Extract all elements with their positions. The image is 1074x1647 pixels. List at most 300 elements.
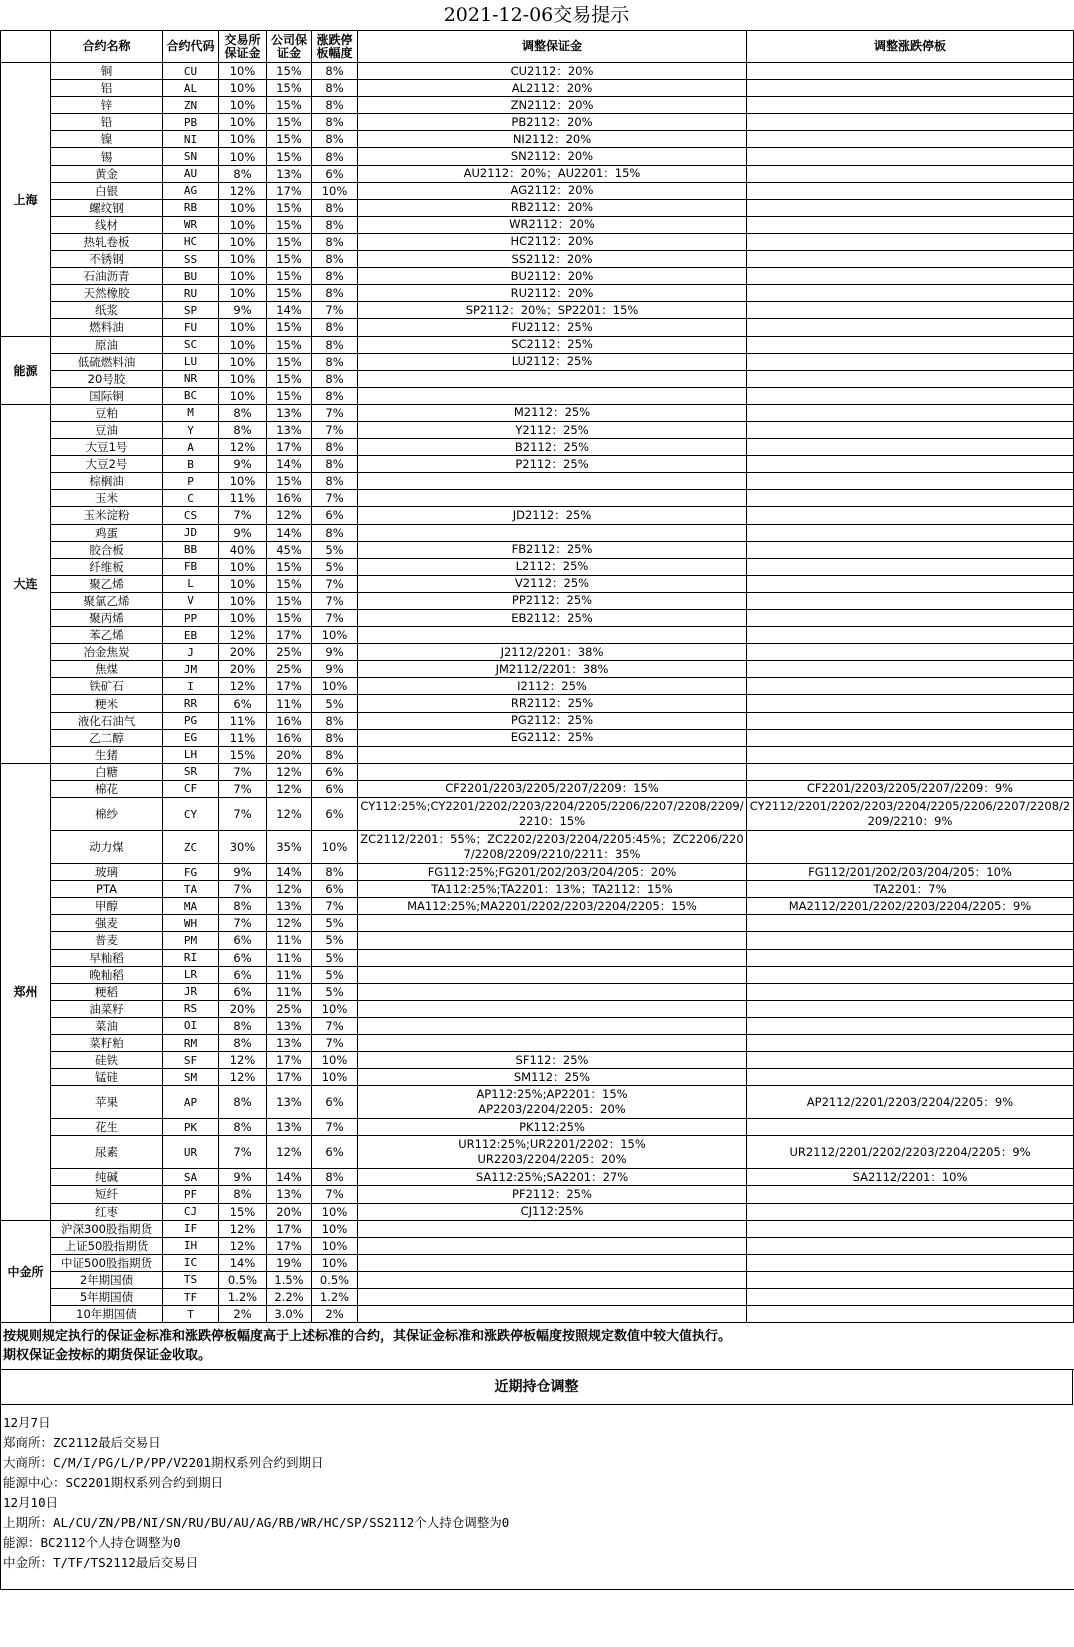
exchange-margin-cell: 10%: [219, 387, 267, 404]
price-limit-cell: 7%: [312, 1186, 358, 1203]
company-margin-cell: 13%: [267, 1086, 312, 1119]
adjusted-margin-cell: [358, 1000, 747, 1017]
adjusted-margin-cell: SS2112：20%: [358, 251, 747, 268]
adjusted-limit-cell: [747, 473, 1074, 490]
price-limit-cell: 7%: [312, 490, 358, 507]
company-margin-cell: 17%: [267, 1220, 312, 1237]
contract-code-cell: PB: [163, 114, 219, 131]
table-row: [1, 490, 1074, 507]
adjusted-limit-cell: [747, 746, 1074, 763]
price-limit-cell: 6%: [312, 165, 358, 182]
contract-code-cell: CS: [163, 507, 219, 524]
contract-code-cell: T: [163, 1306, 219, 1323]
contract-code-cell: MA: [163, 898, 219, 915]
price-limit-cell: 7%: [312, 1034, 358, 1051]
adjusted-limit-cell: [747, 421, 1074, 438]
contract-code-cell: TS: [163, 1271, 219, 1288]
price-limit-cell: 8%: [312, 131, 358, 148]
adjusted-margin-cell: SC2112：25%: [358, 336, 747, 353]
contract-code-cell: RS: [163, 1000, 219, 1017]
price-limit-cell: 6%: [312, 798, 358, 831]
adjusted-limit-cell: [747, 524, 1074, 541]
contract-code-cell: PM: [163, 932, 219, 949]
company-margin-cell: 35%: [267, 831, 312, 864]
exchange-margin-cell: 10%: [219, 558, 267, 575]
table-row: [1, 898, 1074, 915]
table-header-row: [1, 31, 1074, 63]
company-margin-cell: 13%: [267, 1034, 312, 1051]
table-row: [1, 473, 1074, 490]
table-row: [1, 575, 1074, 592]
adjusted-margin-cell: WR2112：20%: [358, 216, 747, 233]
contract-name-cell: 菜籽粕: [51, 1034, 163, 1051]
header-comp-margin: 公司保证金: [267, 31, 312, 63]
adjusted-limit-cell: [747, 915, 1074, 932]
table-row: [1, 1086, 1074, 1119]
exchange-cell: 中金所: [1, 1220, 51, 1323]
company-margin-cell: 17%: [267, 439, 312, 456]
adjusted-limit-cell: [747, 695, 1074, 712]
price-limit-cell: 10%: [312, 678, 358, 695]
adjusted-limit-cell: [747, 148, 1074, 165]
price-limit-cell: 8%: [312, 864, 358, 881]
price-limit-cell: 5%: [312, 558, 358, 575]
contract-code-cell: ZC: [163, 831, 219, 864]
table-row: [1, 336, 1074, 353]
exchange-margin-cell: 10%: [219, 319, 267, 336]
company-margin-cell: 15%: [267, 216, 312, 233]
table-row: [1, 387, 1074, 404]
contract-name-cell: 胶合板: [51, 541, 163, 558]
contract-code-cell: RI: [163, 949, 219, 966]
adjusted-limit-cell: CF2201/2203/2205/2207/2209：9%: [747, 780, 1074, 797]
adjusted-margin-cell: TA112:25%;TA2201：13%；TA2112：15%: [358, 881, 747, 898]
adjusted-limit-cell: [747, 932, 1074, 949]
table-row: [1, 661, 1074, 678]
exchange-margin-cell: 6%: [219, 983, 267, 1000]
adjusted-margin-cell: [358, 1237, 747, 1254]
company-margin-cell: 45%: [267, 541, 312, 558]
adjusted-limit-cell: [747, 949, 1074, 966]
contract-code-cell: RU: [163, 285, 219, 302]
table-row: [1, 302, 1074, 319]
adjusted-limit-cell: [747, 1119, 1074, 1136]
recent-line: 中金所：T/TF/TS2112最后交易日: [3, 1555, 199, 1571]
exchange-margin-cell: 10%: [219, 148, 267, 165]
table-row: [1, 831, 1074, 864]
price-limit-cell: 6%: [312, 780, 358, 797]
contract-code-cell: J: [163, 644, 219, 661]
price-limit-cell: 9%: [312, 644, 358, 661]
adjusted-limit-cell: [747, 966, 1074, 983]
contract-code-cell: L: [163, 575, 219, 592]
adjusted-margin-cell: M2112：25%: [358, 404, 747, 421]
price-limit-cell: 7%: [312, 898, 358, 915]
adjusted-limit-cell: [747, 182, 1074, 199]
contract-name-cell: 液化石油气: [51, 712, 163, 729]
contract-code-cell: B: [163, 456, 219, 473]
header-adj-limit: 调整涨跌停板: [747, 31, 1074, 63]
contract-code-cell: RM: [163, 1034, 219, 1051]
contract-code-cell: BB: [163, 541, 219, 558]
adjusted-limit-cell: [747, 1237, 1074, 1254]
table-row: [1, 1052, 1074, 1069]
adjusted-margin-cell: JD2112：25%: [358, 507, 747, 524]
adjusted-margin-cell: CU2112：20%: [358, 63, 747, 80]
adjusted-limit-cell: [747, 729, 1074, 746]
table-row: [1, 1186, 1074, 1203]
table-body: [1, 63, 1074, 1323]
table-row: [1, 1000, 1074, 1017]
adjusted-limit-cell: [747, 456, 1074, 473]
contract-name-cell: 上证50股指期货: [51, 1237, 163, 1254]
adjusted-limit-cell: FG112/201/202/203/204/205：10%: [747, 864, 1074, 881]
table-row: [1, 148, 1074, 165]
header-exch-margin: 交易所保证金: [219, 31, 267, 63]
price-limit-cell: 5%: [312, 541, 358, 558]
adjusted-margin-cell: [358, 915, 747, 932]
exchange-margin-cell: 10%: [219, 370, 267, 387]
company-margin-cell: 15%: [267, 387, 312, 404]
contract-name-cell: 鸡蛋: [51, 524, 163, 541]
contract-code-cell: SS: [163, 251, 219, 268]
contract-code-cell: IH: [163, 1237, 219, 1254]
contract-code-cell: LR: [163, 966, 219, 983]
table-row: [1, 949, 1074, 966]
adjusted-margin-cell: HC2112：20%: [358, 233, 747, 250]
contract-name-cell: 乙二醇: [51, 729, 163, 746]
exchange-margin-cell: 15%: [219, 746, 267, 763]
adjusted-limit-cell: UR2112/2201/2202/2203/2204/2205：9%: [747, 1136, 1074, 1169]
exchange-margin-cell: 15%: [219, 1203, 267, 1220]
contract-code-cell: PG: [163, 712, 219, 729]
table-row: [1, 63, 1074, 80]
table-row: [1, 165, 1074, 182]
exchange-margin-cell: 12%: [219, 1220, 267, 1237]
adjusted-limit-cell: [747, 507, 1074, 524]
contract-name-cell: 晚籼稻: [51, 966, 163, 983]
contract-code-cell: BC: [163, 387, 219, 404]
contract-name-cell: 豆粕: [51, 404, 163, 421]
adjusted-margin-cell: [358, 966, 747, 983]
company-margin-cell: 16%: [267, 712, 312, 729]
adjusted-limit-cell: [747, 1203, 1074, 1220]
contract-code-cell: FB: [163, 558, 219, 575]
contract-code-cell: EG: [163, 729, 219, 746]
adjusted-margin-cell: PG2112：25%: [358, 712, 747, 729]
company-margin-cell: 19%: [267, 1254, 312, 1271]
contract-name-cell: 5年期国债: [51, 1289, 163, 1306]
company-margin-cell: 15%: [267, 558, 312, 575]
contract-code-cell: HC: [163, 233, 219, 250]
price-limit-cell: 5%: [312, 966, 358, 983]
exchange-margin-cell: 10%: [219, 592, 267, 609]
exchange-margin-cell: 8%: [219, 1119, 267, 1136]
exchange-margin-cell: 20%: [219, 1000, 267, 1017]
company-margin-cell: 3.0%: [267, 1306, 312, 1323]
adjusted-limit-cell: [747, 490, 1074, 507]
adjusted-margin-cell: RU2112：20%: [358, 285, 747, 302]
contract-code-cell: P: [163, 473, 219, 490]
contract-code-cell: SP: [163, 302, 219, 319]
contract-code-cell: IC: [163, 1254, 219, 1271]
exchange-margin-cell: 2%: [219, 1306, 267, 1323]
adjusted-limit-cell: [747, 63, 1074, 80]
recent-title: 近期持仓调整: [0, 1370, 1073, 1405]
header-exchange: [1, 31, 51, 63]
contract-code-cell: TF: [163, 1289, 219, 1306]
contract-name-cell: 低硫燃料油: [51, 353, 163, 370]
contract-code-cell: OI: [163, 1017, 219, 1034]
exchange-margin-cell: 9%: [219, 456, 267, 473]
price-limit-cell: 10%: [312, 1237, 358, 1254]
recent-line: 12月7日: [3, 1415, 51, 1431]
price-limit-cell: 8%: [312, 268, 358, 285]
adjusted-margin-cell: [358, 746, 747, 763]
exchange-margin-cell: 7%: [219, 763, 267, 780]
contract-name-cell: 纸浆: [51, 302, 163, 319]
table-row: [1, 610, 1074, 627]
price-limit-cell: 7%: [312, 1119, 358, 1136]
table-row: [1, 182, 1074, 199]
table-row: [1, 1306, 1074, 1323]
contract-name-cell: 焦煤: [51, 661, 163, 678]
company-margin-cell: 13%: [267, 898, 312, 915]
exchange-margin-cell: 6%: [219, 695, 267, 712]
adjusted-margin-cell: FB2112：25%: [358, 541, 747, 558]
company-margin-cell: 11%: [267, 695, 312, 712]
exchange-margin-cell: 10%: [219, 268, 267, 285]
adjusted-margin-cell: AU2112：20%；AU2201：15%: [358, 165, 747, 182]
contract-name-cell: 铝: [51, 80, 163, 97]
contract-code-cell: SM: [163, 1069, 219, 1086]
company-margin-cell: 15%: [267, 114, 312, 131]
contract-name-cell: 20号胶: [51, 370, 163, 387]
price-limit-cell: 2%: [312, 1306, 358, 1323]
adjusted-limit-cell: [747, 199, 1074, 216]
adjusted-limit-cell: TA2201：7%: [747, 881, 1074, 898]
adjusted-margin-cell: J2112/2201：38%: [358, 644, 747, 661]
table-row: [1, 592, 1074, 609]
contract-name-cell: 螺纹钢: [51, 199, 163, 216]
contract-code-cell: RR: [163, 695, 219, 712]
company-margin-cell: 25%: [267, 1000, 312, 1017]
exchange-margin-cell: 6%: [219, 949, 267, 966]
adjusted-limit-cell: [747, 678, 1074, 695]
adjusted-margin-cell: FU2112：25%: [358, 319, 747, 336]
company-margin-cell: 15%: [267, 131, 312, 148]
contract-name-cell: 红枣: [51, 1203, 163, 1220]
exchange-cell: 郑州: [1, 763, 51, 1220]
contract-code-cell: C: [163, 490, 219, 507]
company-margin-cell: 12%: [267, 1136, 312, 1169]
recent-line: 大商所：C/M/I/PG/L/P/PP/V2201期权系列合约到期日: [3, 1455, 324, 1471]
adjusted-limit-cell: CY2112/2201/2202/2203/2204/2205/2206/2207/2208/2209/2210：9%: [747, 798, 1074, 831]
contract-name-cell: 白糖: [51, 763, 163, 780]
table-row: [1, 627, 1074, 644]
rule-note-line: 按规则规定执行的保证金标准和涨跌停板幅度高于上述标准的合约，其保证金标准和涨跌停板幅度按照规定数值中较大值执行。: [3, 1329, 732, 1345]
company-margin-cell: 15%: [267, 268, 312, 285]
contract-code-cell: CJ: [163, 1203, 219, 1220]
contract-name-cell: 普麦: [51, 932, 163, 949]
contract-name-cell: 2年期国债: [51, 1271, 163, 1288]
company-margin-cell: 11%: [267, 983, 312, 1000]
price-limit-cell: 8%: [312, 387, 358, 404]
adjusted-limit-cell: [747, 387, 1074, 404]
contract-code-cell: SA: [163, 1169, 219, 1186]
contract-code-cell: BU: [163, 268, 219, 285]
table-row: [1, 1136, 1074, 1169]
adjusted-limit-cell: [747, 1254, 1074, 1271]
company-margin-cell: 12%: [267, 507, 312, 524]
adjusted-margin-cell: [358, 949, 747, 966]
exchange-margin-cell: 10%: [219, 353, 267, 370]
adjusted-margin-cell: [358, 387, 747, 404]
exchange-margin-cell: 10%: [219, 610, 267, 627]
adjusted-margin-cell: SA112:25%;SA2201：27%: [358, 1169, 747, 1186]
exchange-margin-cell: 10%: [219, 199, 267, 216]
adjusted-margin-cell: CF2201/2203/2205/2207/2209：15%: [358, 780, 747, 797]
contract-name-cell: 锰硅: [51, 1069, 163, 1086]
exchange-margin-cell: 10%: [219, 251, 267, 268]
contract-name-cell: 甲醇: [51, 898, 163, 915]
adjusted-margin-cell: L2112：25%: [358, 558, 747, 575]
company-margin-cell: 15%: [267, 251, 312, 268]
adjusted-margin-cell: FG112:25%;FG201/202/203/204/205：20%: [358, 864, 747, 881]
table-row: [1, 915, 1074, 932]
contract-code-cell: WH: [163, 915, 219, 932]
exchange-margin-cell: 9%: [219, 864, 267, 881]
contract-name-cell: 短纤: [51, 1186, 163, 1203]
exchange-margin-cell: 12%: [219, 1052, 267, 1069]
adjusted-margin-cell: SF112：25%: [358, 1052, 747, 1069]
price-limit-cell: 8%: [312, 319, 358, 336]
adjusted-margin-cell: AL2112：20%: [358, 80, 747, 97]
exchange-margin-cell: 10%: [219, 216, 267, 233]
adjusted-limit-cell: [747, 1052, 1074, 1069]
adjusted-margin-cell: [358, 627, 747, 644]
exchange-margin-cell: 10%: [219, 114, 267, 131]
exchange-margin-cell: 9%: [219, 302, 267, 319]
contract-code-cell: SF: [163, 1052, 219, 1069]
adjusted-margin-cell: CY112:25%;CY2201/2202/2203/2204/2205/2206/2207/2208/2209/2210：15%: [358, 798, 747, 831]
price-limit-cell: 9%: [312, 661, 358, 678]
contract-name-cell: 铅: [51, 114, 163, 131]
company-margin-cell: 14%: [267, 524, 312, 541]
company-margin-cell: 12%: [267, 915, 312, 932]
adjusted-margin-cell: LU2112：25%: [358, 353, 747, 370]
adjusted-limit-cell: [747, 97, 1074, 114]
exchange-margin-cell: 10%: [219, 285, 267, 302]
price-limit-cell: 10%: [312, 627, 358, 644]
contract-code-cell: EB: [163, 627, 219, 644]
exchange-margin-cell: 6%: [219, 932, 267, 949]
exchange-margin-cell: 8%: [219, 1086, 267, 1119]
header-adj-margin: 调整保证金: [358, 31, 747, 63]
adjusted-margin-cell: I2112：25%: [358, 678, 747, 695]
price-limit-cell: 5%: [312, 949, 358, 966]
exchange-margin-cell: 1.2%: [219, 1289, 267, 1306]
adjusted-limit-cell: SA2112/2201：10%: [747, 1169, 1074, 1186]
exchange-margin-cell: 8%: [219, 898, 267, 915]
exchange-margin-cell: 7%: [219, 881, 267, 898]
contract-name-cell: 棕榈油: [51, 473, 163, 490]
exchange-margin-cell: 8%: [219, 1186, 267, 1203]
adjusted-limit-cell: [747, 439, 1074, 456]
table-row: [1, 1289, 1074, 1306]
company-margin-cell: 17%: [267, 182, 312, 199]
price-limit-cell: 8%: [312, 370, 358, 387]
price-limit-cell: 8%: [312, 148, 358, 165]
company-margin-cell: 13%: [267, 421, 312, 438]
contract-code-cell: AU: [163, 165, 219, 182]
contract-name-cell: 早籼稻: [51, 949, 163, 966]
exchange-margin-cell: 7%: [219, 1136, 267, 1169]
price-limit-cell: 8%: [312, 199, 358, 216]
price-limit-cell: 1.2%: [312, 1289, 358, 1306]
contract-name-cell: 铜: [51, 63, 163, 80]
price-limit-cell: 8%: [312, 1169, 358, 1186]
company-margin-cell: 17%: [267, 1237, 312, 1254]
company-margin-cell: 20%: [267, 746, 312, 763]
contract-name-cell: 粳米: [51, 695, 163, 712]
adjusted-limit-cell: [747, 1306, 1074, 1323]
adjusted-limit-cell: [747, 644, 1074, 661]
price-limit-cell: 8%: [312, 524, 358, 541]
exchange-margin-cell: 10%: [219, 131, 267, 148]
table-row: [1, 746, 1074, 763]
company-margin-cell: 15%: [267, 592, 312, 609]
table-row: [1, 80, 1074, 97]
adjusted-limit-cell: [747, 1271, 1074, 1288]
table-row: [1, 763, 1074, 780]
contract-name-cell: 锌: [51, 97, 163, 114]
table-row: [1, 439, 1074, 456]
contract-code-cell: TA: [163, 881, 219, 898]
margin-table: [0, 30, 1074, 1323]
exchange-margin-cell: 8%: [219, 165, 267, 182]
contract-name-cell: 尿素: [51, 1136, 163, 1169]
contract-code-cell: NI: [163, 131, 219, 148]
company-margin-cell: 11%: [267, 966, 312, 983]
contract-code-cell: I: [163, 678, 219, 695]
exchange-margin-cell: 8%: [219, 404, 267, 421]
price-limit-cell: 10%: [312, 182, 358, 199]
contract-name-cell: 铁矿石: [51, 678, 163, 695]
adjusted-limit-cell: [747, 1017, 1074, 1034]
exchange-margin-cell: 11%: [219, 712, 267, 729]
adjusted-margin-cell: [358, 490, 747, 507]
adjusted-limit-cell: [747, 80, 1074, 97]
price-limit-cell: 7%: [312, 575, 358, 592]
adjusted-limit-cell: [747, 1069, 1074, 1086]
contract-code-cell: AL: [163, 80, 219, 97]
price-limit-cell: 8%: [312, 251, 358, 268]
contract-name-cell: 粳稻: [51, 983, 163, 1000]
company-margin-cell: 16%: [267, 490, 312, 507]
exchange-cell: 上海: [1, 63, 51, 337]
contract-code-cell: JR: [163, 983, 219, 1000]
exchange-margin-cell: 9%: [219, 1169, 267, 1186]
exchange-cell: 能源: [1, 336, 51, 404]
table-row: [1, 251, 1074, 268]
company-margin-cell: 11%: [267, 932, 312, 949]
exchange-margin-cell: 6%: [219, 966, 267, 983]
contract-name-cell: 动力煤: [51, 831, 163, 864]
adjusted-margin-cell: SP2112：20%；SP2201：15%: [358, 302, 747, 319]
contract-code-cell: LH: [163, 746, 219, 763]
price-limit-cell: 5%: [312, 915, 358, 932]
